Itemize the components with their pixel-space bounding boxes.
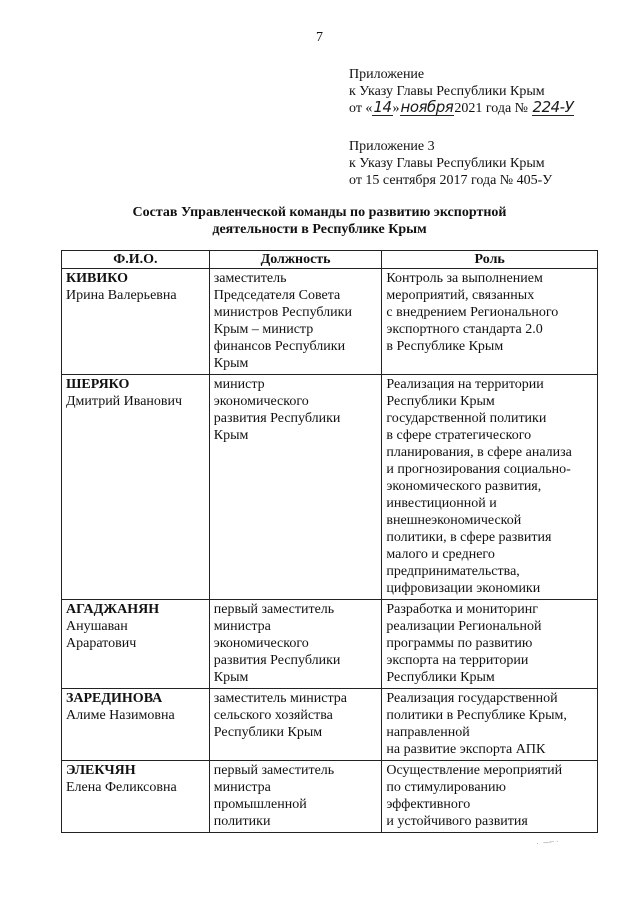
table-row xyxy=(62,600,598,689)
header-name: Ф.И.О. xyxy=(62,251,210,269)
given-name: Ирина Валерьевна xyxy=(66,288,177,303)
name-cell xyxy=(62,269,210,375)
handwritten-day: 14 xyxy=(373,98,392,116)
table-row xyxy=(62,375,598,600)
role-text: Осуществление мероприятий по стимулированию эффективного и устойчивого развития xyxy=(386,763,563,829)
surname: АГАДЖАНЯН xyxy=(66,602,160,617)
handwritten-month: ноября xyxy=(400,98,454,116)
annex-previous-line1: Приложение 3 xyxy=(349,139,435,154)
role-text: Разработка и мониторинг реализации Региональной программы по развитию экспорта на территории Республики Крым xyxy=(386,602,542,685)
role-cell xyxy=(382,269,598,375)
annex-previous-block xyxy=(349,138,552,189)
table-header-row xyxy=(62,251,598,269)
given-name: Дмитрий Иванович xyxy=(66,394,183,409)
position-cell xyxy=(209,375,382,600)
header-role: Роль xyxy=(382,251,598,269)
position-text: первый заместитель министра промышленной политики xyxy=(213,763,335,829)
document-title xyxy=(0,204,639,238)
position-cell xyxy=(209,761,382,833)
given-name: Елена Феликсовна xyxy=(66,780,177,795)
surname: ЭЛЕКЧЯН xyxy=(66,763,136,778)
surname: ЗАРЕДИНОВА xyxy=(66,691,163,706)
title-line2: деятельности в Республике Крым xyxy=(212,222,427,237)
surname: ШЕРЯКО xyxy=(66,377,130,392)
position-text: министр экономического развития Республики Крым xyxy=(213,377,341,443)
annex-previous-line3: от 15 сентября 2017 года № 405-У xyxy=(349,173,553,188)
role-cell xyxy=(382,375,598,600)
position-text: заместитель Председателя Совета министров Республики Крым – министр финансов Республики Крым xyxy=(213,271,352,371)
position-cell xyxy=(209,269,382,375)
role-cell xyxy=(382,600,598,689)
role-text: Реализация государственной политики в Республике Крым, направленной на развитие экспорта АПК xyxy=(386,691,567,757)
surname: КИВИКО xyxy=(66,271,128,286)
name-cell xyxy=(62,375,210,600)
name-cell xyxy=(62,761,210,833)
position-cell xyxy=(209,600,382,689)
annex-current-block xyxy=(349,66,574,117)
team-table xyxy=(61,250,598,833)
page-number: 7 xyxy=(316,30,323,45)
annex-current-date xyxy=(349,100,574,117)
given-name: Анушаван Араратович xyxy=(66,619,137,651)
handwritten-number: 224-У xyxy=(532,98,574,116)
margin-scribble: · ·̶ ̶·̶ · xyxy=(535,836,561,849)
title-line1: Состав Управленческой команды по развитию экспортной xyxy=(132,205,507,220)
role-cell xyxy=(382,761,598,833)
role-text: Реализация на территории Республики Крым государственной политики в сфере стратегического планирования, в сфере анализа и прогнозирования социально- экономического развития, инвестиционной и внешнеэкономической политики, в сфере развития малого и среднего предпринимательства, цифровизации экономики xyxy=(386,377,572,596)
table-row xyxy=(62,761,598,833)
role-cell xyxy=(382,689,598,761)
name-cell xyxy=(62,600,210,689)
date-mid1: » xyxy=(392,101,400,116)
header-position: Должность xyxy=(209,251,382,269)
given-name: Алиме Назимовна xyxy=(66,708,175,723)
annex-previous-line2: к Указу Главы Республики Крым xyxy=(349,156,545,171)
annex-current-line2: к Указу Главы Республики Крым xyxy=(349,84,545,99)
table-row xyxy=(62,269,598,375)
table-row xyxy=(62,689,598,761)
date-mid2: 2021 года № xyxy=(454,101,529,116)
role-text: Контроль за выполнением мероприятий, связанных с внедрением Регионального экспортного стандарта 2.0 в Республике Крым xyxy=(386,271,559,354)
position-text: первый заместитель министра экономического развития Республики Крым xyxy=(213,602,341,685)
position-cell xyxy=(209,689,382,761)
date-prefix: от « xyxy=(349,101,373,116)
annex-current-line1: Приложение xyxy=(349,67,425,82)
name-cell xyxy=(62,689,210,761)
position-text: заместитель министра сельского хозяйства Республики Крым xyxy=(213,691,348,740)
